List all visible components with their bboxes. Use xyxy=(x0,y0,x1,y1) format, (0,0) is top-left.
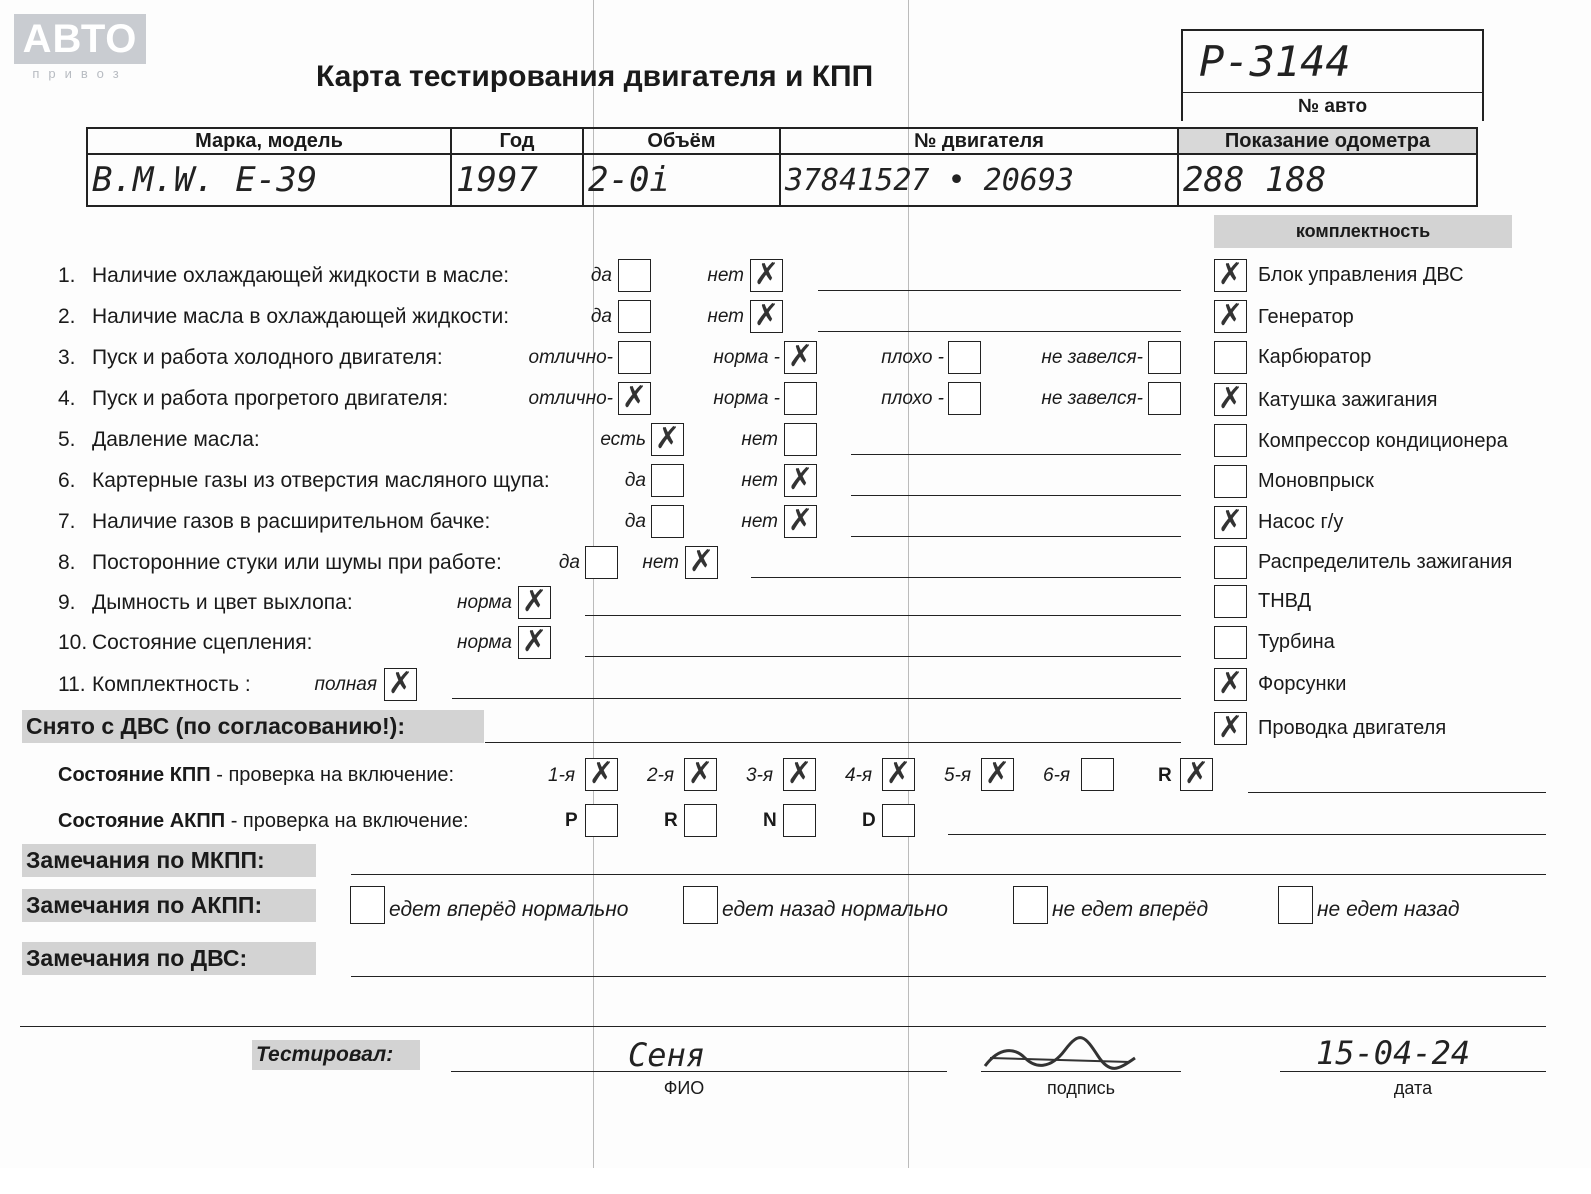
completeness-item: Проводка двигателя xyxy=(1258,717,1447,739)
gear-label: 3-я xyxy=(746,765,774,786)
check-mark: ✗ xyxy=(1217,504,1244,539)
opt-norm: норма xyxy=(457,592,512,613)
completeness-item: Насос г/у xyxy=(1258,511,1344,533)
tested-label: Тестировал: xyxy=(252,1040,420,1070)
completeness-item: Блок управления ДВС xyxy=(1258,264,1464,286)
checkbox-q7-yes[interactable] xyxy=(651,505,684,538)
completeness-checkbox[interactable] xyxy=(1214,465,1247,498)
completeness-item: Турбина xyxy=(1258,631,1335,653)
fio-label: ФИО xyxy=(663,1078,705,1098)
check-mark: ✗ xyxy=(1217,381,1244,416)
check-mark: ✗ xyxy=(1217,257,1244,292)
opt-normal: норма - xyxy=(713,388,780,409)
checkbox-q3-normal[interactable] xyxy=(784,341,817,374)
check-mark: ✗ xyxy=(787,462,814,497)
completeness-item: Распределитель зажигания xyxy=(1258,551,1513,573)
gear-label: 1-я xyxy=(548,765,576,786)
opt-no: нет xyxy=(707,306,744,327)
check-mark: ✗ xyxy=(654,421,681,456)
q-number: 10. xyxy=(58,631,88,654)
car-number-value: Р-3144 xyxy=(1199,37,1351,86)
note-line xyxy=(851,495,1181,496)
checkbox-backward-ok[interactable] xyxy=(683,886,718,924)
note-line xyxy=(351,976,1546,977)
col-model: Марка, модель xyxy=(87,128,451,154)
note-line xyxy=(851,536,1181,537)
note-line xyxy=(485,742,1181,743)
value-engine-no: 37841527 • 20693 xyxy=(780,154,1178,206)
checkbox-q7-no[interactable] xyxy=(784,505,817,538)
value-year: 1997 xyxy=(451,154,583,206)
check-mark: ✗ xyxy=(1183,756,1210,791)
akpp-label xyxy=(58,810,469,833)
opt-full: полная xyxy=(314,674,377,695)
q-text: Наличие охлаждающей жидкости в масле: xyxy=(92,264,510,287)
check-mark: ✗ xyxy=(786,756,813,791)
check-mark: ✗ xyxy=(787,503,814,538)
gear-label: 2-я xyxy=(647,765,675,786)
col-volume: Объём xyxy=(583,128,780,154)
q-text: Состояние сцепления: xyxy=(92,631,313,654)
col-odometer: Показание одометра xyxy=(1178,128,1477,154)
check-mark: ✗ xyxy=(521,624,548,659)
check-mark: ✗ xyxy=(1217,710,1244,745)
q-text: Давление масла: xyxy=(92,428,260,451)
completeness-checkbox[interactable] xyxy=(1214,383,1247,416)
checkbox-akpp-d[interactable] xyxy=(882,804,915,837)
gear-label: R xyxy=(664,810,678,831)
checkbox-q8-no[interactable] xyxy=(685,546,718,579)
check-mark: ✗ xyxy=(621,380,648,415)
logo-subtitle: привоз xyxy=(32,66,128,81)
opt-yes: да xyxy=(590,265,612,286)
q-number: 7. xyxy=(58,510,76,533)
checkbox-q4-excellent[interactable] xyxy=(618,382,651,415)
col-year: Год xyxy=(451,128,583,154)
opt-yes: да xyxy=(624,470,646,491)
gear-label: 5-я xyxy=(944,765,972,786)
check-mark: ✗ xyxy=(1217,298,1244,333)
check-mark: ✗ xyxy=(753,257,780,292)
completeness-checkbox[interactable] xyxy=(1214,712,1247,745)
checkbox-forward-ok[interactable] xyxy=(350,886,385,924)
note-line xyxy=(948,834,1546,835)
value-model: B.M.W. E-39 xyxy=(87,154,451,206)
completeness-checkbox[interactable] xyxy=(1214,546,1247,579)
q-text: Наличие масла в охлаждающей жидкости: xyxy=(92,305,510,328)
checkbox-q5-no[interactable] xyxy=(784,423,817,456)
checkbox-q1-yes[interactable] xyxy=(618,259,651,292)
q-number: 1. xyxy=(58,264,76,287)
opt-yes: да xyxy=(558,552,580,573)
checkbox-q9-norm[interactable] xyxy=(518,586,551,619)
page-title: Карта тестирования двигателя и КПП xyxy=(316,60,874,93)
q-text: Пуск и работа холодного двигателя: xyxy=(92,346,443,369)
opt-excellent: отлично- xyxy=(528,388,613,409)
akpp-option: не едет назад xyxy=(1317,898,1460,921)
q-number: 11. xyxy=(58,673,86,696)
checkbox-gear-r[interactable] xyxy=(1180,758,1213,791)
completeness-item: Карбюратор xyxy=(1258,346,1372,368)
checkbox-q3-excellent[interactable] xyxy=(618,341,651,374)
note-line xyxy=(585,615,1181,616)
q-number: 4. xyxy=(58,387,76,410)
checkbox-q2-yes[interactable] xyxy=(618,300,651,333)
gear-label: 6-я xyxy=(1043,765,1071,786)
opt-no: нет xyxy=(741,511,778,532)
signature xyxy=(980,1028,1140,1076)
check-mark: ✗ xyxy=(687,756,714,791)
check-mark: ✗ xyxy=(387,666,414,701)
gear-label: 4-я xyxy=(845,765,873,786)
opt-bad: плохо - xyxy=(881,388,944,409)
opt-norm: норма xyxy=(457,632,512,653)
completeness-checkbox[interactable] xyxy=(1214,506,1247,539)
logo: АВТО xyxy=(14,14,146,64)
completeness-checkbox[interactable] xyxy=(1214,585,1247,618)
opt-bad: плохо - xyxy=(881,347,944,368)
check-mark: ✗ xyxy=(753,298,780,333)
kpp-label xyxy=(58,764,454,787)
opt-nostart: не завелся- xyxy=(1041,347,1143,368)
check-mark: ✗ xyxy=(588,756,615,791)
checkbox-gear-5[interactable] xyxy=(981,758,1014,791)
opt-present: есть xyxy=(600,429,646,450)
fio-line xyxy=(451,1071,947,1072)
note-line xyxy=(585,656,1181,657)
checkbox-q4-bad[interactable] xyxy=(948,382,981,415)
completeness-item: Моновпрыск xyxy=(1258,470,1374,492)
check-mark: ✗ xyxy=(521,584,548,619)
check-mark: ✗ xyxy=(1217,666,1244,701)
tester-name: Сеня xyxy=(628,1036,706,1074)
completeness-checkbox[interactable] xyxy=(1214,259,1247,292)
completeness-checkbox[interactable] xyxy=(1214,300,1247,333)
completeness-checkbox[interactable] xyxy=(1214,668,1247,701)
checkbox-gear-1[interactable] xyxy=(585,758,618,791)
checkbox-q10-norm[interactable] xyxy=(518,626,551,659)
note-line xyxy=(851,454,1181,455)
opt-no: нет xyxy=(741,470,778,491)
checkbox-q1-no[interactable] xyxy=(750,259,783,292)
completeness-title: комплектность xyxy=(1214,215,1512,248)
checkbox-q4-nostart[interactable] xyxy=(1148,382,1181,415)
note-line xyxy=(452,698,1181,699)
check-mark: ✗ xyxy=(885,756,912,791)
opt-yes: да xyxy=(590,306,612,327)
check-mark: ✗ xyxy=(787,339,814,374)
checkbox-gear-3[interactable] xyxy=(783,758,816,791)
checkbox-q6-yes[interactable] xyxy=(651,464,684,497)
separator-line xyxy=(20,1026,1546,1027)
checkbox-akpp-r[interactable] xyxy=(684,804,717,837)
completeness-item: Компрессор кондиционера xyxy=(1258,430,1508,452)
note-line xyxy=(351,874,1546,875)
kpp-label-bold: Состояние КПП xyxy=(58,764,211,786)
checkbox-q11-full[interactable] xyxy=(384,668,417,701)
opt-no: нет xyxy=(741,429,778,450)
opt-yes: да xyxy=(624,511,646,532)
note-line xyxy=(1248,792,1546,793)
akpp-label-rest: - проверка на включение: xyxy=(225,810,469,832)
gear-label: N xyxy=(763,810,777,831)
remarks-akpp: Замечания по АКПП: xyxy=(22,889,316,922)
gear-label: R xyxy=(1158,765,1172,786)
q-number: 2. xyxy=(58,305,76,328)
q-number: 9. xyxy=(58,591,76,614)
akpp-label-bold: Состояние АКПП xyxy=(58,810,226,832)
q-number: 6. xyxy=(58,469,76,492)
date-line xyxy=(1280,1071,1546,1072)
q-number: 5. xyxy=(58,428,76,451)
opt-normal: норма - xyxy=(713,347,780,368)
checkbox-q5-present[interactable] xyxy=(651,423,684,456)
opt-no: нет xyxy=(707,265,744,286)
completeness-item: ТНВД xyxy=(1258,590,1312,612)
check-mark: ✗ xyxy=(688,544,715,579)
completeness-item: Генератор xyxy=(1258,306,1354,328)
note-line xyxy=(751,577,1181,578)
checkbox-no-forward[interactable] xyxy=(1013,886,1048,924)
completeness-item: Форсунки xyxy=(1258,673,1347,695)
date-label: дата xyxy=(1393,1078,1433,1098)
opt-no: нет xyxy=(642,552,679,573)
gear-label: D xyxy=(862,810,876,831)
q-text: Наличие газов в расширительном бачке: xyxy=(92,510,491,533)
note-line xyxy=(818,290,1181,291)
completeness-checkbox[interactable] xyxy=(1214,341,1247,374)
checkbox-q3-nostart[interactable] xyxy=(1148,341,1181,374)
akpp-option: не едет вперёд xyxy=(1052,898,1209,921)
checkbox-akpp-n[interactable] xyxy=(783,804,816,837)
q-number: 8. xyxy=(58,551,76,574)
col-engine-no: № двигателя xyxy=(780,128,1178,154)
checkbox-gear-4[interactable] xyxy=(882,758,915,791)
value-odometer: 288 188 xyxy=(1178,154,1477,206)
checkbox-q3-bad[interactable] xyxy=(948,341,981,374)
kpp-label-rest: - проверка на включение: xyxy=(210,764,455,786)
remarks-dvs: Замечания по ДВС: xyxy=(22,942,316,975)
q-text: Посторонние стуки или шумы при работе: xyxy=(92,551,502,574)
akpp-option: едет вперёд нормально xyxy=(389,898,629,921)
completeness-item: Катушка зажигания xyxy=(1258,389,1438,411)
gear-label: P xyxy=(565,810,578,831)
completeness-checkbox[interactable] xyxy=(1214,626,1247,659)
opt-nostart: не завелся- xyxy=(1041,388,1143,409)
completeness-checkbox[interactable] xyxy=(1214,424,1247,457)
car-number-box xyxy=(1181,29,1484,94)
q-text: Дымность и цвет выхлопа: xyxy=(92,591,353,614)
q-text: Картерные газы из отверстия масляного щупа: xyxy=(92,469,550,492)
car-number-label: № авто xyxy=(1181,92,1484,121)
check-mark: ✗ xyxy=(984,756,1011,791)
q-number: 3. xyxy=(58,346,76,369)
checkbox-q8-yes[interactable] xyxy=(585,546,618,579)
value-volume: 2-0i xyxy=(583,154,780,206)
q-text: Комплектность : xyxy=(92,673,251,696)
akpp-option: едет назад нормально xyxy=(722,898,948,921)
checkbox-no-backward[interactable] xyxy=(1278,886,1313,924)
checkbox-gear-6[interactable] xyxy=(1081,758,1114,791)
sign-line xyxy=(981,1071,1181,1072)
test-date: 15-04-24 xyxy=(1316,1034,1471,1072)
checkbox-gear-2[interactable] xyxy=(684,758,717,791)
checkbox-q2-no[interactable] xyxy=(750,300,783,333)
remarks-mkpp: Замечания по МКПП: xyxy=(22,844,316,877)
checkbox-akpp-p[interactable] xyxy=(585,804,618,837)
q-text: Пуск и работа прогретого двигателя: xyxy=(92,387,449,410)
removed-label: Снято с ДВС (по согласованию!): xyxy=(22,710,484,743)
sign-label: подпись xyxy=(1046,1078,1116,1098)
checkbox-q4-normal[interactable] xyxy=(784,382,817,415)
header-table xyxy=(86,127,1478,207)
opt-excellent: отлично- xyxy=(528,347,613,368)
checkbox-q6-no[interactable] xyxy=(784,464,817,497)
note-line xyxy=(818,331,1181,332)
